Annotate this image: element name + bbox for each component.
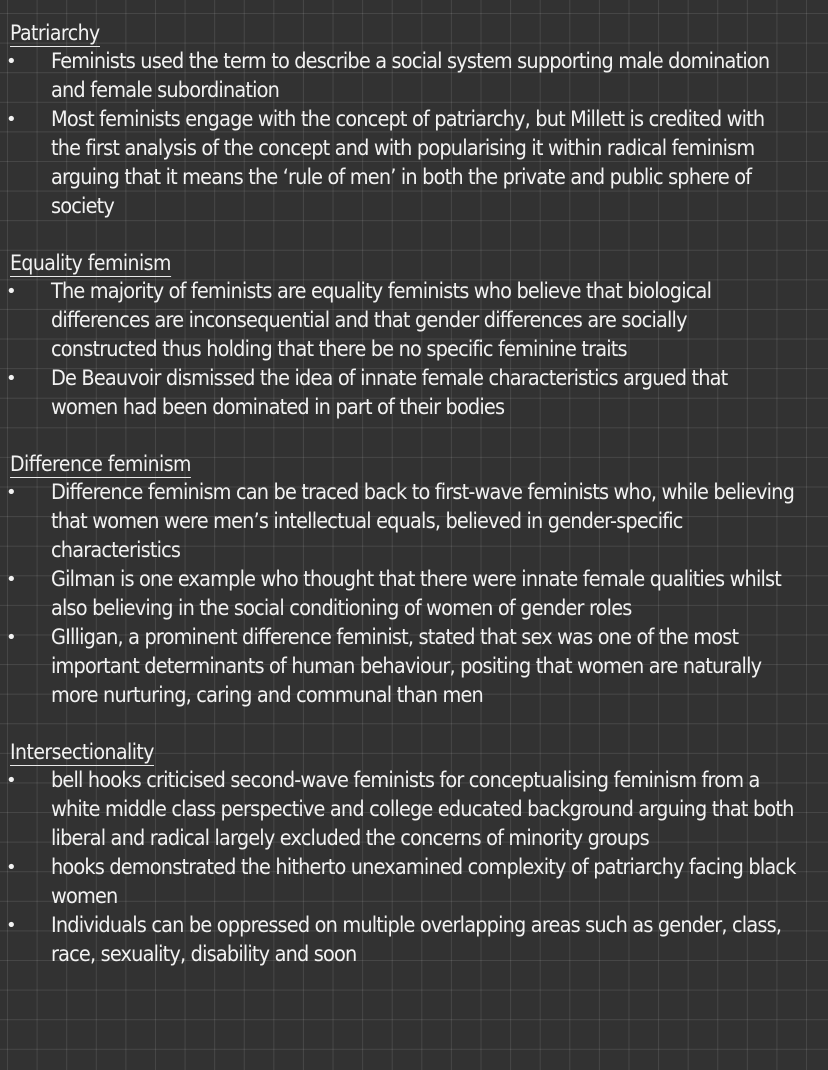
bullet-text: bell hooks criticised second-wave feminists for conceptualising feminism from a white middle class perspective and college educated background arguing that both liberal and radical largely excluded the concerns of minority groups [51,768,794,850]
list-item [6,277,825,364]
bullet-text: The majority of feminists are equality feminists who believe that biological differences are inconsequential and that gender differences are socially constructed thus holding that there be no specific feminine traits [51,279,712,361]
list-item [6,623,825,710]
bullet-text: GIlligan, a prominent difference feminist, stated that sex was one of the most important determinants of human behaviour, positing that women are naturally more nurturing, caring and communal than men [51,625,762,707]
bullet-list [6,478,825,710]
bullet-list [6,47,825,221]
section-heading: Equality feminism [10,251,171,275]
bullet-icon: • [6,569,17,590]
notes-page [6,20,825,998]
section-difference-feminism [6,451,825,710]
bullet-list [6,766,825,969]
section-patriarchy [6,20,825,221]
section-heading: Intersectionality [10,740,154,764]
section-heading: Difference feminism [10,452,191,476]
bullet-text: Feminists used the term to describe a social system supporting male domination and female subordination [51,49,770,102]
bullet-icon: • [6,482,17,503]
bullet-text: Gilman is one example who thought that there were innate female qualities whilst also believing in the social conditioning of women of gender roles [51,567,782,620]
bullet-icon: • [6,857,17,878]
list-item [6,47,825,105]
bullet-text: hooks demonstrated the hitherto unexamined complexity of patriarchy facing black women [51,855,796,908]
list-item [6,105,825,221]
list-item [6,766,825,853]
bullet-icon: • [6,109,17,130]
bullet-icon: • [6,281,17,302]
bullet-icon: • [6,770,17,791]
list-item [6,911,825,969]
bullet-list [6,277,825,422]
bullet-text: Most feminists engage with the concept of patriarchy, but Millett is credited with the first analysis of the concept and with popularising it within radical feminism arguing that it means the ‘rule of men’ in both the private and public sphere of society [51,107,765,218]
bullet-text: Difference feminism can be traced back to first-wave feminists who, while believing that women were men’s intellectual equals, believed in gender-specific characteristics [51,480,795,562]
section-heading: Patriarchy [10,21,100,45]
bullet-icon: • [6,51,17,72]
section-intersectionality [6,739,825,969]
list-item [6,853,825,911]
bullet-text: Individuals can be oppressed on multiple overlapping areas such as gender, class, race, sexuality, disability and soon [51,913,782,966]
list-item [6,364,825,422]
bullet-icon: • [6,627,17,648]
section-equality-feminism [6,250,825,422]
list-item [6,478,825,565]
bullet-icon: • [6,368,17,389]
bullet-icon: • [6,915,17,936]
list-item [6,565,825,623]
bullet-text: De Beauvoir dismissed the idea of innate female characteristics argued that women had been dominated in part of their bodies [51,366,728,419]
